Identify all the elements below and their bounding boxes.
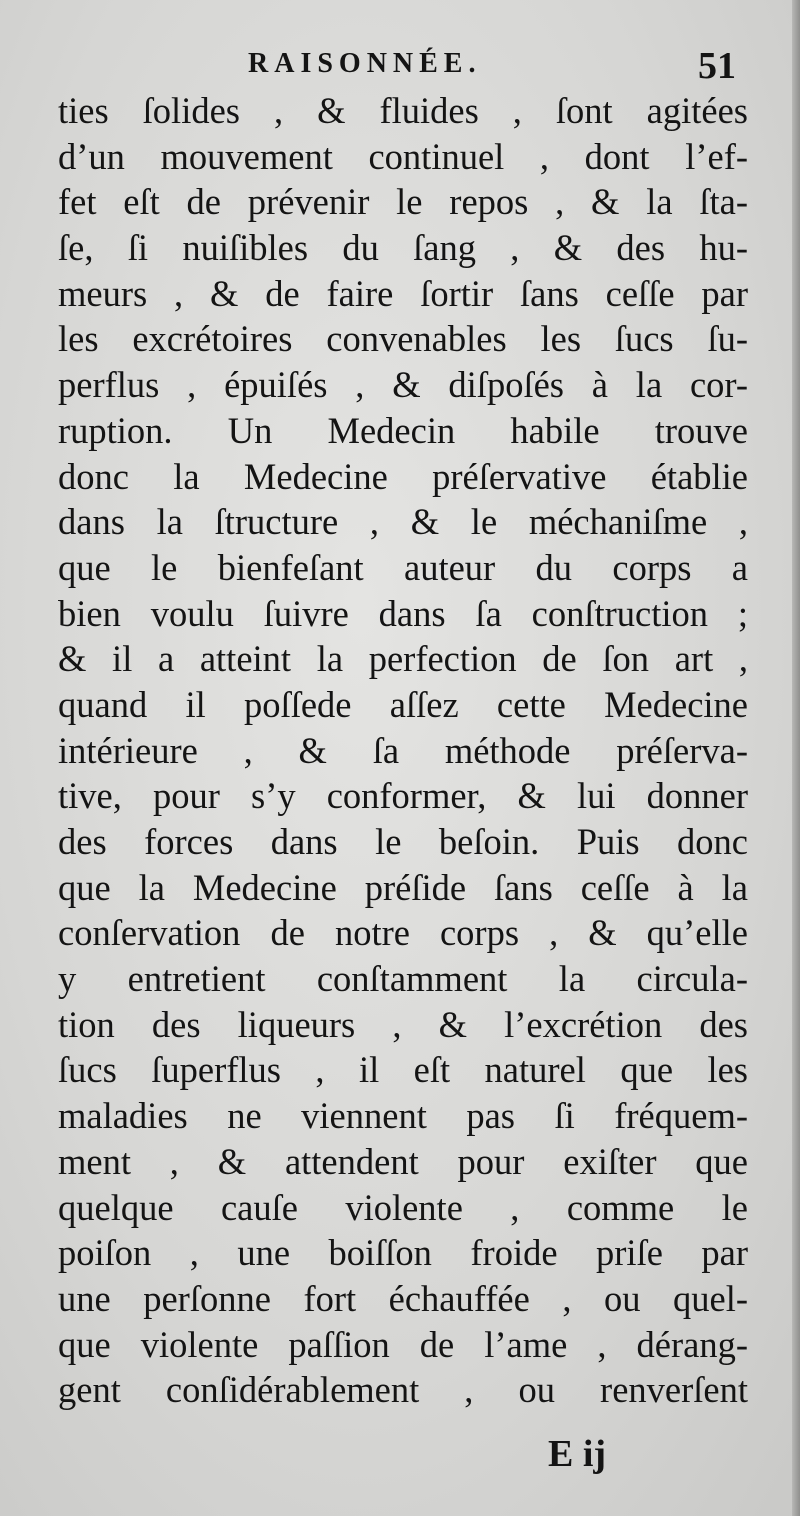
running-head: RAISONNÉE. — [248, 48, 482, 79]
text-line: quand il poſſede aſſez cette Medecine — [58, 683, 748, 725]
text-line: d’un mouvement continuel , dont l’ef- — [58, 135, 748, 177]
text-line: intérieure , & ſa méthode préſerva- — [58, 729, 748, 771]
text-line: ſucs ſuperflus , il eſt naturel que les — [58, 1049, 748, 1091]
text-line: ment , & attendent pour exiſter que — [58, 1140, 748, 1182]
text-line: ruption. Un Medecin habile trouve — [58, 409, 748, 451]
page-edge-shadow — [792, 0, 800, 1516]
text-line: y entretient conſtamment la circula- — [58, 958, 748, 1000]
text-line: perflus , épuiſés , & diſpoſés à la cor- — [58, 364, 748, 406]
signature-mark: E ij — [548, 1433, 607, 1475]
text-line: tion des liqueurs , & l’excrétion des — [58, 1003, 748, 1045]
text-line: ties ſolides , & fluides , ſont agitées — [58, 90, 748, 131]
text-line: fet eſt de prévenir le repos , & la ſta- — [58, 181, 748, 223]
page-header — [58, 45, 748, 88]
text-line: que violente paſſion de l’ame , dérang- — [58, 1323, 748, 1365]
body-text — [58, 88, 748, 1413]
text-line: conſervation de notre corps , & qu’elle — [58, 912, 748, 954]
text-line: une perſonne fort échauffée , ou quel- — [58, 1277, 748, 1319]
text-line: donc la Medecine préſervative établie — [58, 455, 748, 497]
text-line: gent conſidérablement , ou renverſent — [58, 1369, 748, 1411]
text-line: que le bienfeſant auteur du corps a — [58, 546, 748, 588]
text-line: dans la ſtructure , & le méchaniſme , — [58, 501, 748, 543]
text-line: & il a atteint la perfection de ſon art , — [58, 638, 748, 680]
text-line: que la Medecine préſide ſans ceſſe à la — [58, 866, 748, 908]
text-line: bien voulu ſuivre dans ſa conſtruction ; — [58, 592, 748, 634]
text-line: meurs , & de faire ſortir ſans ceſſe par — [58, 272, 748, 314]
page-number: 51 — [698, 45, 736, 87]
text-line: ſe, ſi nuiſibles du ſang , & des hu- — [58, 227, 748, 269]
text-line: des forces dans le beſoin. Puis donc — [58, 821, 748, 862]
text-line: maladies ne viennent pas ſi fréquem- — [58, 1095, 748, 1137]
text-line: les excrétoires convenables les ſucs ſu- — [58, 318, 748, 360]
text-line: tive, pour s’y conformer, & lui donner — [58, 775, 748, 817]
text-line: poiſon , une boiſſon froide priſe par — [58, 1232, 748, 1274]
text-line: quelque cauſe violente , comme le — [58, 1186, 748, 1228]
